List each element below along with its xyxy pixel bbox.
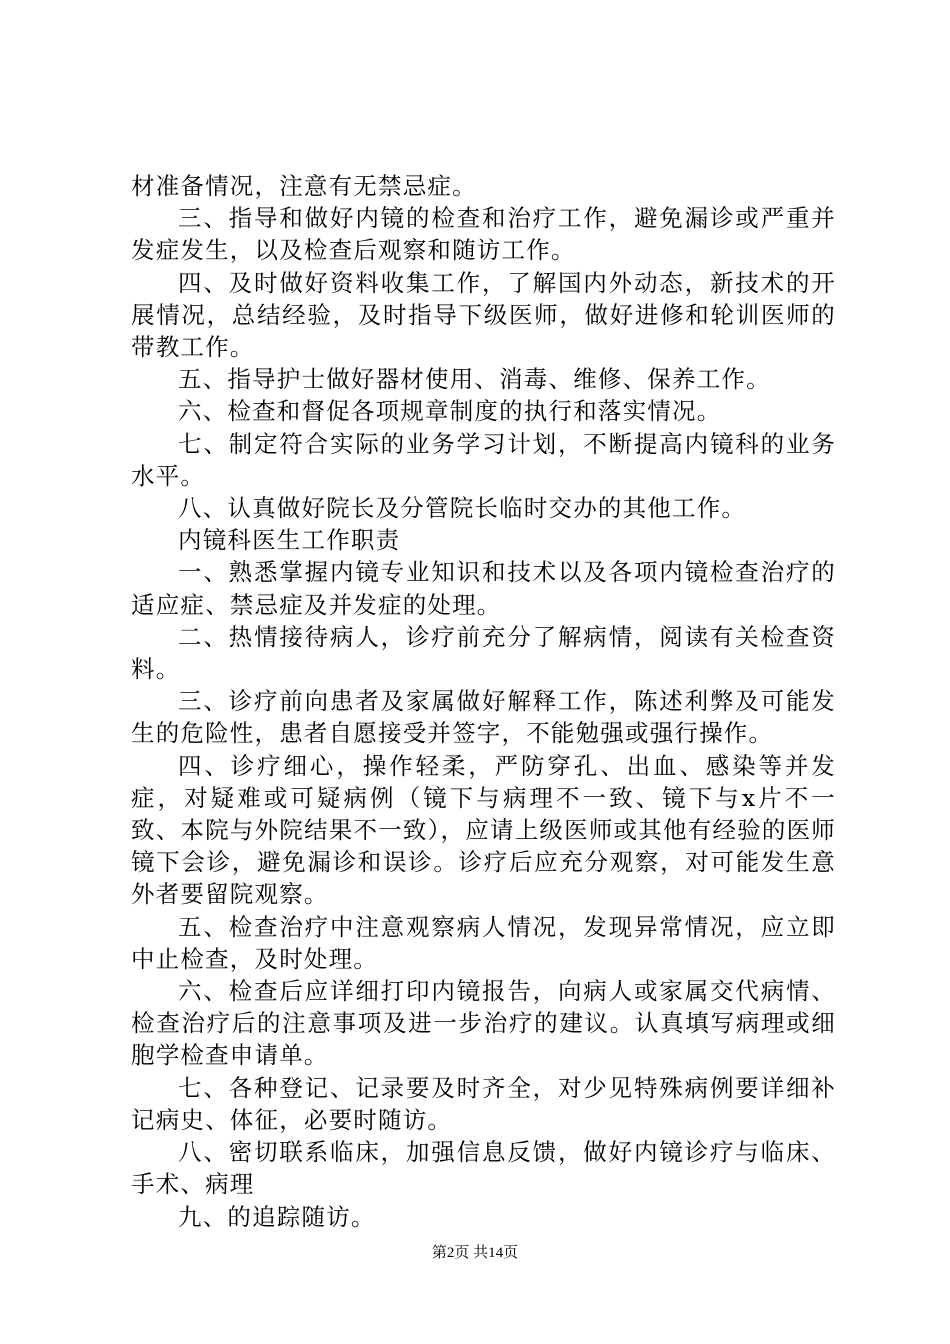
document-body xyxy=(131,170,836,1233)
paragraph: 一、熟悉掌握内镜专业知识和技术以及各项内镜检查治疗的适应症、禁忌症及并发症的处理。 xyxy=(131,558,836,619)
section-heading: 内镜科医生工作职责 xyxy=(178,526,401,555)
paragraph: 六、检查后应详细打印内镜报告，向病人或家属交代病情、检查治疗后的注意事项及进一步治疗的建议。认真填写病理或细胞学检查申请单。 xyxy=(131,977,836,1070)
paragraph: 五、指导护士做好器材使用、消毒、维修、保养工作。 xyxy=(178,365,771,394)
paragraph: 六、检查和督促各项规章制度的执行和落实情况。 xyxy=(178,397,722,426)
paragraph: 材准备情况，注意有无禁忌症。 xyxy=(131,172,477,200)
paragraph: 三、指导和做好内镜的检查和治疗工作，避免漏诊或严重并发症发生，以及检查后观察和随访工作。 xyxy=(131,204,836,265)
paragraph: 七、各种登记、记录要及时齐全，对少见特殊病例要详细补记病史、体征，必要时随访。 xyxy=(131,1073,836,1134)
paragraph: 四、诊疗细心，操作轻柔，严防穿孔、出血、感染等并发症，对疑难或可疑病例（镜下与病理不一致、镜下与x片不一致、本院与外院结果不一致），应请上级医师或其他有经验的医师镜下会诊，避免漏诊和误诊。诊疗后应充分观察，对可能发生意外者要留院观察。 xyxy=(131,751,836,909)
paragraph: 八、认真做好院长及分管院长临时交办的其他工作。 xyxy=(178,494,747,523)
paragraph: 八、密切联系临床，加强信息反馈，做好内镜诊疗与临床、手术、病理 xyxy=(131,1138,836,1199)
paragraph: 三、诊疗前向患者及家属做好解释工作，陈述利弊及可能发生的危险性，患者自愿接受并签字，不能勉强或强行操作。 xyxy=(131,687,836,748)
paragraph: 五、检查治疗中注意观察病人情况，发现异常情况，应立即中止检查，及时处理。 xyxy=(131,912,836,973)
paragraph: 七、制定符合实际的业务学习计划，不断提高内镜科的业务水平。 xyxy=(131,429,836,490)
paragraph: 二、热情接待病人，诊疗前充分了解病情，阅读有关检查资料。 xyxy=(131,622,836,684)
paragraph: 九、的追踪随访。 xyxy=(178,1202,376,1231)
page-footer: 第2页 共14页 xyxy=(431,1245,519,1261)
paragraph: 四、及时做好资料收集工作，了解国内外动态，新技术的开展情况，总结经验，及时指导下级医师，做好进修和轮训医师的带教工作。 xyxy=(131,268,836,362)
